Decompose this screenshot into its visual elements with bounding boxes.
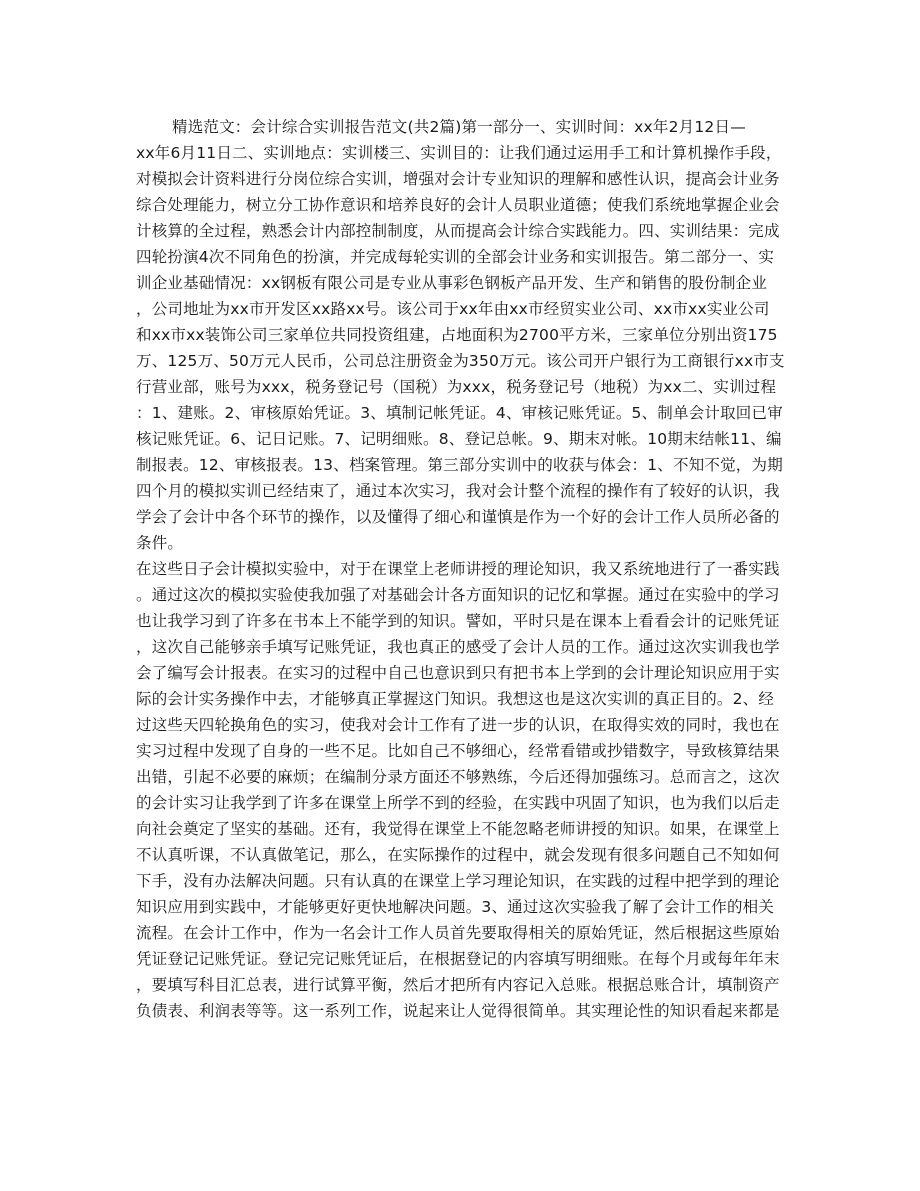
text-line: 训企业基础情况：xx钢板有限公司是专业从事彩色钢板产品开发、生产和销售的股份制企业 [136,274,768,292]
text-line: 会了编写会计报表。在实习的过程中自己也意识到只有把书本上学到的会计理论知识应用于实 [136,664,780,682]
text-line: 条件。 [136,534,184,552]
text-line: 下手，没有办法解决问题。只有认真的在课堂上学习理论知识，在实践的过程中把学到的理论 [136,872,780,890]
text-line: 出错，引起不必要的麻烦；在编制分录方面还不够熟练，今后还得加强练习。总而言之，这次 [136,768,780,786]
text-line: 向社会奠定了坚实的基础。还有，我觉得在课堂上不能忽略老师讲授的知识。如果，在课堂上 [136,820,780,838]
text-line: 万、125万、50万元人民币，公司总注册资金为350万元。该公司开户银行为工商银行xx市支 [136,352,785,370]
text-line: 计核算的全过程，熟悉会计内部控制制度，从而提高会计综合实践能力。四、实训结果：完成 [136,222,780,240]
text-line: 和xx市xx装饰公司三家单位共同投资组建，占地面积为2700平方米，三家单位分别出资175 [136,326,778,344]
text-line: 不认真听课，不认真做笔记，那么，在实际操作的过程中，就会发现有很多问题自己不知如何 [136,846,780,864]
text-line: ：1、建账。2、审核原始凭证。3、填制记帐凭证。4、审核记账凭证。5、制单会计取回已审 [136,404,783,422]
text-line: 际的会计实务操作中去，才能够真正掌握这门知识。我想这也是这次实训的真正目的。2、经 [136,690,775,708]
text-line: 的会计实习让我学到了许多在课堂上所学不到的经验，在实践中巩固了知识，也为我们以后走 [136,794,780,812]
text-line: 。通过这次的模拟实验使我加强了对基础会计各方面知识的记忆和掌握。通过在实验中的学习 [136,586,780,604]
text-line: ，要填写科目汇总表，进行试算平衡，然后才把所有内容记入总账。根据总账合计，填制资产 [136,976,780,994]
text-line: 四轮扮演4次不同角色的扮演，并完成每轮实训的全部会计业务和实训报告。第二部分一、实 [136,248,775,266]
text-line: 知识应用到实践中，才能够更好更快地解决问题。3、通过这次实验我了解了会计工作的相关 [136,898,775,916]
text-line: 流程。在会计工作中，作为一名会计工作人员首先要取得相关的原始凭证，然后根据这些原始 [136,924,780,942]
text-line: 制报表。12、审核报表。13、档案管理。第三部分实训中的收获与体会：1、不知不觉，为期 [136,456,783,474]
text-line: 行营业部，账号为xxx，税务登记号（国税）为xxx，税务登记号（地税）为xx二、实训过程 [136,378,777,396]
text-line: xx年6月11日二、实训地点：实训楼三、实训目的：让我们通过运用手工和计算机操作手段， [136,144,782,162]
text-line: 综合处理能力，树立分工协作意识和培养良好的会计人员职业道德；使我们系统地掌握企业会 [136,196,780,214]
text-line: 核记账凭证。6、记日记账。7、记明细账。8、登记总帐。9、期末对帐。10期末结帐11、编 [136,430,782,448]
text-line: 实习过程中发现了自身的一些不足。比如自己不够细心，经常看错或抄错数字，导致核算结果 [136,742,780,760]
text-line: 在这些日子会计模拟实验中，对于在课堂上老师讲授的理论知识，我又系统地进行了一番实践 [136,560,780,578]
text-line: 过这些天四轮换角色的实习，使我对会计工作有了进一步的认识，在取得实效的同时，我也在 [136,716,780,734]
text-line: ，公司地址为xx市开发区xx路xx号。该公司于xx年由xx市经贸实业公司、xx市xx实业公司 [136,300,770,318]
text-line: ，这次自己能够亲手填写记账凭证，我也真正的感受了会计人员的工作。通过这次实训我也学 [136,638,780,656]
text-line: 学会了会计中各个环节的操作，以及懂得了细心和谨慎是作为一个好的会计工作人员所必备的 [136,508,780,526]
text-line: 凭证登记记账凭证。登记完记账凭证后，在根据登记的内容填写明细账。在每个月或每年年末 [136,950,780,968]
text-line: 也让我学习到了许多在书本上不能学到的知识。譬如，平时只是在课本上看看会计的记账凭证 [136,612,780,630]
text-line: 负债表、利润表等等。这一系列工作，说起来让人觉得很简单。其实理论性的知识看起来都是 [136,1002,780,1020]
text-line: 精选范文：会计综合实训报告范文(共2篇)第一部分一、实训时间：xx年2月12日— [172,118,746,136]
text-line: 对模拟会计资料进行分岗位综合实训，增强对会计专业知识的理解和感性认识，提高会计业务 [136,170,780,188]
text-line: 四个月的模拟实训已经结束了，通过本次实习，我对会计整个流程的操作有了较好的认识，我 [136,482,780,500]
